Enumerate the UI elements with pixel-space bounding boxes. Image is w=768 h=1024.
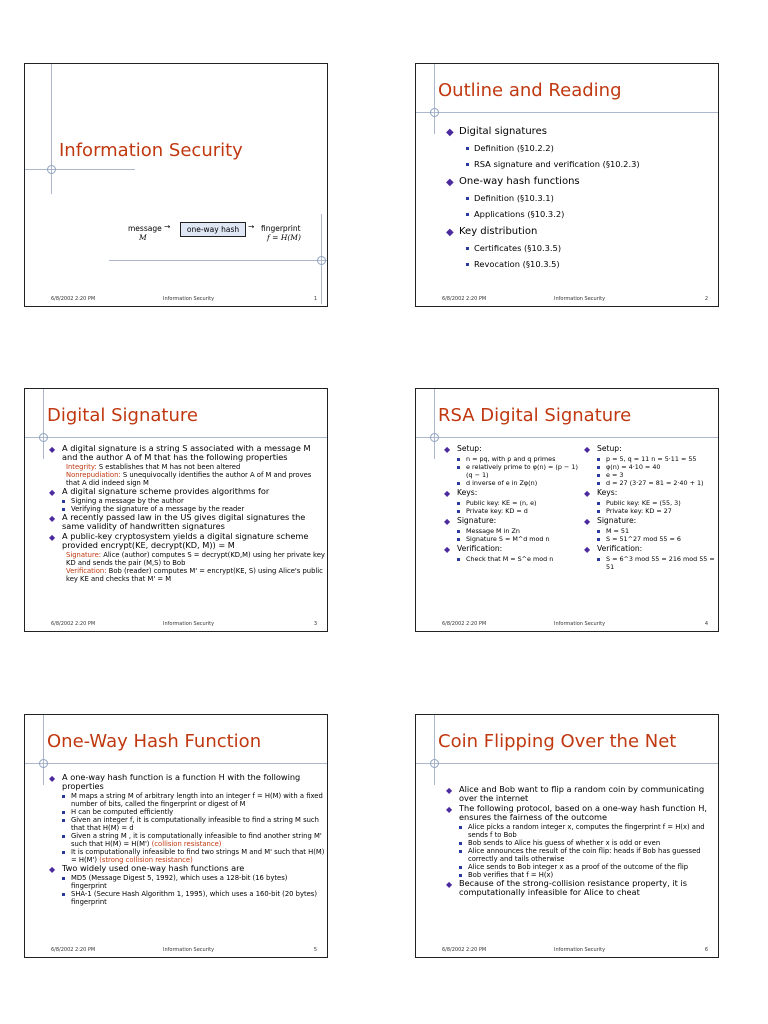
square-bullet-icon (457, 530, 460, 533)
arrow-icon: → (248, 222, 255, 231)
bullet: ◆ A public-key cryptosystem yields a digital signature scheme provided encrypt(KE, decrypt(KD, M)) = M (49, 531, 309, 550)
hash-box-label: one-way hash (186, 225, 240, 234)
sub-bullet: Signature S = M^d mod n (444, 535, 584, 543)
sub-bullet: S = 51^27 mod 55 = 6 (584, 535, 716, 543)
slide-number: 5 (313, 947, 317, 953)
decor-circle (430, 433, 439, 442)
sub-bullet: Given an integer f, it is computationally infeasible to find a string M such that that H(M) = d (49, 816, 325, 832)
sub-bullet: SHA-1 (Secure Hash Algorithm 1, 1995), which uses a 160-bit (20 bytes) fingerprint (49, 890, 325, 906)
square-bullet-icon (62, 795, 65, 798)
arrow-icon: → (164, 222, 171, 231)
sub-bullet: Definition (§10.3.1) (446, 190, 718, 206)
decor-line (434, 389, 435, 459)
property: Nonrepudiation: S unequivocally identifies the author A of M and proves that A did indeed sign M (66, 471, 312, 487)
bullet: ◆ Keys: (444, 488, 478, 498)
footer-title: Information Security (554, 621, 606, 627)
sub-bullet: Applications (§10.3.2) (446, 206, 718, 222)
footer-date: 6/8/2002 2:20 PM (442, 947, 487, 953)
square-bullet-icon (597, 474, 600, 477)
square-bullet-icon (597, 482, 600, 485)
slide-2 (415, 63, 719, 307)
diamond-bullet-icon: ◆ (444, 517, 451, 526)
diamond-bullet-icon: ◆ (584, 445, 591, 454)
hash-diagram (125, 222, 325, 252)
square-bullet-icon (466, 213, 469, 216)
sub-bullet: Signing a message by the author (49, 497, 325, 505)
sub-bullet: n = pq, with p and q primes (444, 455, 584, 463)
square-bullet-icon (459, 866, 462, 869)
decor-line (434, 64, 435, 134)
bullet: ◆ Setup: (584, 444, 622, 454)
rsa-example-column (584, 443, 716, 571)
square-bullet-icon (597, 510, 600, 513)
footer-title: Information Security (163, 947, 215, 953)
square-bullet-icon (457, 510, 460, 513)
square-bullet-icon (62, 835, 65, 838)
diamond-bullet-icon: ◆ (446, 127, 454, 138)
sub-bullet: It is computationally infeasible to find two strings M and M' such that H(M) = H(M') (strong collision resistance) (49, 848, 325, 864)
square-bullet-icon (597, 530, 600, 533)
bullet: ◆ Key distribution (446, 226, 538, 238)
square-bullet-icon (459, 826, 462, 829)
square-bullet-icon (457, 466, 460, 469)
square-bullet-icon (466, 197, 469, 200)
decor-line (43, 389, 44, 459)
square-bullet-icon (597, 502, 600, 505)
bullet: ◆ Signature: (444, 516, 497, 526)
diamond-bullet-icon: ◆ (444, 445, 451, 454)
slide-number: 1 (313, 296, 317, 302)
decor-line (434, 715, 435, 785)
decor-line (109, 260, 328, 261)
sub-bullet: Given a string M , it is computationally infeasible to find another string M' such that H(M) = H(M') (collision resistance) (49, 832, 325, 848)
square-bullet-icon (62, 811, 65, 814)
diamond-bullet-icon: ◆ (584, 517, 591, 526)
property: Integrity: S establishes that M has not been altered (66, 463, 241, 471)
sub-bullet: e = 3 (584, 471, 716, 479)
slide-number: 3 (313, 621, 317, 627)
bullet: ◆ Verification: (444, 544, 503, 554)
sub-bullet: Bob sends to Alice his guess of whether x is odd or even (446, 839, 714, 847)
decor-line (25, 169, 135, 170)
diamond-bullet-icon: ◆ (49, 488, 56, 497)
sub-bullet: d = 27 (3·27 = 81 = 2·40 + 1) (584, 479, 716, 487)
slide-title: Coin Flipping Over the Net (438, 731, 677, 752)
square-bullet-icon (62, 851, 65, 854)
square-bullet-icon (466, 147, 469, 150)
diamond-bullet-icon: ◆ (584, 545, 591, 554)
decor-line (25, 763, 328, 764)
sub-bullet: Certificates (§10.3.5) (446, 240, 718, 256)
sub-bullet: Alice sends to Bob integer x as a proof of the outcome of the flip (446, 863, 714, 871)
diamond-bullet-icon: ◆ (49, 445, 56, 454)
square-bullet-icon (466, 263, 469, 266)
property: Signature: Alice (author) computes S = decrypt(KD,M) using her private key KD and sends the pair (M,S) to Bob (66, 551, 325, 567)
diamond-bullet-icon: ◆ (49, 865, 56, 874)
square-bullet-icon (62, 508, 65, 511)
square-bullet-icon (62, 893, 65, 896)
bullet: ◆ Verification: (584, 544, 643, 554)
square-bullet-icon (466, 163, 469, 166)
slide-6 (415, 714, 719, 958)
sub-bullet: Public key: KE = (55, 3) (584, 499, 716, 507)
bullet: ◆ A recently passed law in the US gives digital signatures the same validity of handwritten signatures (49, 512, 306, 531)
sub-bullet: Revocation (§10.3.5) (446, 256, 718, 272)
square-bullet-icon (62, 877, 65, 880)
decor-line (25, 437, 328, 438)
rsa-general-column (444, 443, 584, 563)
diamond-bullet-icon: ◆ (446, 805, 453, 814)
diamond-bullet-icon: ◆ (49, 774, 56, 783)
square-bullet-icon (62, 819, 65, 822)
slide-3 (24, 388, 328, 632)
sub-bullet: Private key: KD = 27 (584, 507, 716, 515)
decor-line (51, 64, 52, 194)
sub-bullet: M maps a string M of arbitrary length into an integer f = H(M) with a fixed number of bits, called the fingerprint or digest of M (49, 792, 325, 808)
bullet: ◆ Keys: (584, 488, 618, 498)
bullet: ◆ Signature: (584, 516, 637, 526)
diamond-bullet-icon: ◆ (49, 533, 56, 542)
slide-number: 4 (704, 621, 708, 627)
slide-4 (415, 388, 719, 632)
decor-circle (430, 108, 439, 117)
footer-date: 6/8/2002 2:20 PM (442, 621, 487, 627)
slide-title: Outline and Reading (438, 80, 622, 101)
square-bullet-icon (466, 247, 469, 250)
sub-bullet: e relatively prime to φ(n) = (p − 1) (q − 1) (444, 463, 584, 479)
decor-circle (430, 759, 439, 768)
decor-circle (317, 256, 326, 265)
diamond-bullet-icon: ◆ (444, 489, 451, 498)
square-bullet-icon (597, 466, 600, 469)
sub-bullet: Alice picks a random integer x, computes the fingerprint f = H(x) and sends f to Bob (446, 823, 714, 839)
sub-bullet: RSA signature and verification (§10.2.3) (446, 156, 718, 172)
slide-number: 6 (704, 947, 708, 953)
bullet: ◆ Alice and Bob want to flip a random coin by communicating over the internet (446, 784, 705, 803)
message-var: M (139, 233, 147, 242)
sub-bullet: d inverse of e in Zφ(n) (444, 479, 584, 487)
square-bullet-icon (459, 874, 462, 877)
bullet: ◆ Because of the strong-collision resistance property, it is computationally infeasible for Alice to cheat (446, 878, 687, 897)
message-label: message (128, 224, 162, 233)
sub-bullet: φ(n) = 4·10 = 40 (584, 463, 716, 471)
sub-bullet: M = 51 (584, 527, 716, 535)
sub-bullet: Message M in Zn (444, 527, 584, 535)
slide-title: Information Security (59, 140, 243, 161)
sub-bullet: Bob verifies that f = H(x) (446, 871, 714, 879)
square-bullet-icon (457, 558, 460, 561)
sub-bullet: Check that M = S^e mod n (444, 555, 584, 563)
square-bullet-icon (457, 502, 460, 505)
slide-1 (24, 63, 328, 307)
sub-bullet: S = 6^3 mod 55 = 216 mod 55 = 51 (584, 555, 716, 571)
footer-date: 6/8/2002 2:20 PM (442, 296, 487, 302)
bullet: ◆ One-way hash functions (446, 176, 580, 188)
hash-box (180, 222, 246, 237)
square-bullet-icon (459, 842, 462, 845)
decor-line (416, 763, 719, 764)
bullet: ◆ Two widely used one-way hash functions are (49, 863, 245, 874)
slide-title: RSA Digital Signature (438, 405, 632, 426)
square-bullet-icon (597, 458, 600, 461)
diamond-bullet-icon: ◆ (49, 514, 56, 523)
fingerprint-formula: f = H(M) (267, 233, 301, 242)
diamond-bullet-icon: ◆ (446, 880, 453, 889)
square-bullet-icon (457, 458, 460, 461)
diamond-bullet-icon: ◆ (584, 489, 591, 498)
square-bullet-icon (62, 500, 65, 503)
diamond-bullet-icon: ◆ (446, 177, 454, 188)
footer-title: Information Security (554, 296, 606, 302)
sub-bullet: Definition (§10.2.2) (446, 140, 718, 156)
fingerprint-label: fingerprint (261, 224, 301, 233)
bullet: ◆ The following protocol, based on a one-way hash function H, ensures the fairness of the outcome (446, 803, 708, 822)
bullet: ◆ Setup: (444, 444, 482, 454)
sub-bullet: Verifying the signature of a message by the reader (49, 505, 325, 513)
sub-bullet: p = 5, q = 11 n = 5·11 = 55 (584, 455, 716, 463)
sub-bullet: Alice announces the result of the coin flip: heads if Bob has guessed correctly and tails otherwise (446, 847, 714, 863)
sub-bullet: Public key: KE = (n, e) (444, 499, 584, 507)
square-bullet-icon (597, 558, 600, 561)
diamond-bullet-icon: ◆ (446, 227, 454, 238)
bullet: ◆ A digital signature is a string S associated with a message M and the author A of M that has the following properties (49, 443, 311, 462)
footer-date: 6/8/2002 2:20 PM (51, 947, 96, 953)
footer-date: 6/8/2002 2:20 PM (51, 296, 96, 302)
bullet: ◆ A one-way hash function is a function H with the following properties (49, 772, 301, 791)
slide-5 (24, 714, 328, 958)
sub-bullet: H can be computed efficiently (49, 808, 325, 816)
footer-title: Information Security (163, 296, 215, 302)
square-bullet-icon (457, 482, 460, 485)
square-bullet-icon (457, 538, 460, 541)
diamond-bullet-icon: ◆ (446, 786, 453, 795)
decor-line (43, 715, 44, 785)
property: Verification: Bob (reader) computes M' = encrypt(KE, S) using Alice's public key KE and checks that M' = M (66, 567, 323, 583)
diamond-bullet-icon: ◆ (444, 545, 451, 554)
bullet: ◆ Digital signatures (446, 126, 547, 138)
sub-bullet: MD5 (Message Digest 5, 1992), which uses a 128-bit (16 bytes) fingerprint (49, 874, 325, 890)
decor-line (416, 112, 719, 113)
square-bullet-icon (459, 850, 462, 853)
decor-line (416, 437, 719, 438)
decor-circle (47, 165, 56, 174)
footer-title: Information Security (554, 947, 606, 953)
footer-title: Information Security (163, 621, 215, 627)
slide-title: One-Way Hash Function (47, 731, 262, 752)
slide-title: Digital Signature (47, 405, 198, 426)
bullet: ◆ A digital signature scheme provides algorithms for (49, 486, 270, 497)
sub-bullet: Private key: KD = d (444, 507, 584, 515)
footer-date: 6/8/2002 2:20 PM (51, 621, 96, 627)
decor-circle (39, 433, 48, 442)
slide-number: 2 (704, 296, 708, 302)
decor-circle (39, 759, 48, 768)
square-bullet-icon (597, 538, 600, 541)
